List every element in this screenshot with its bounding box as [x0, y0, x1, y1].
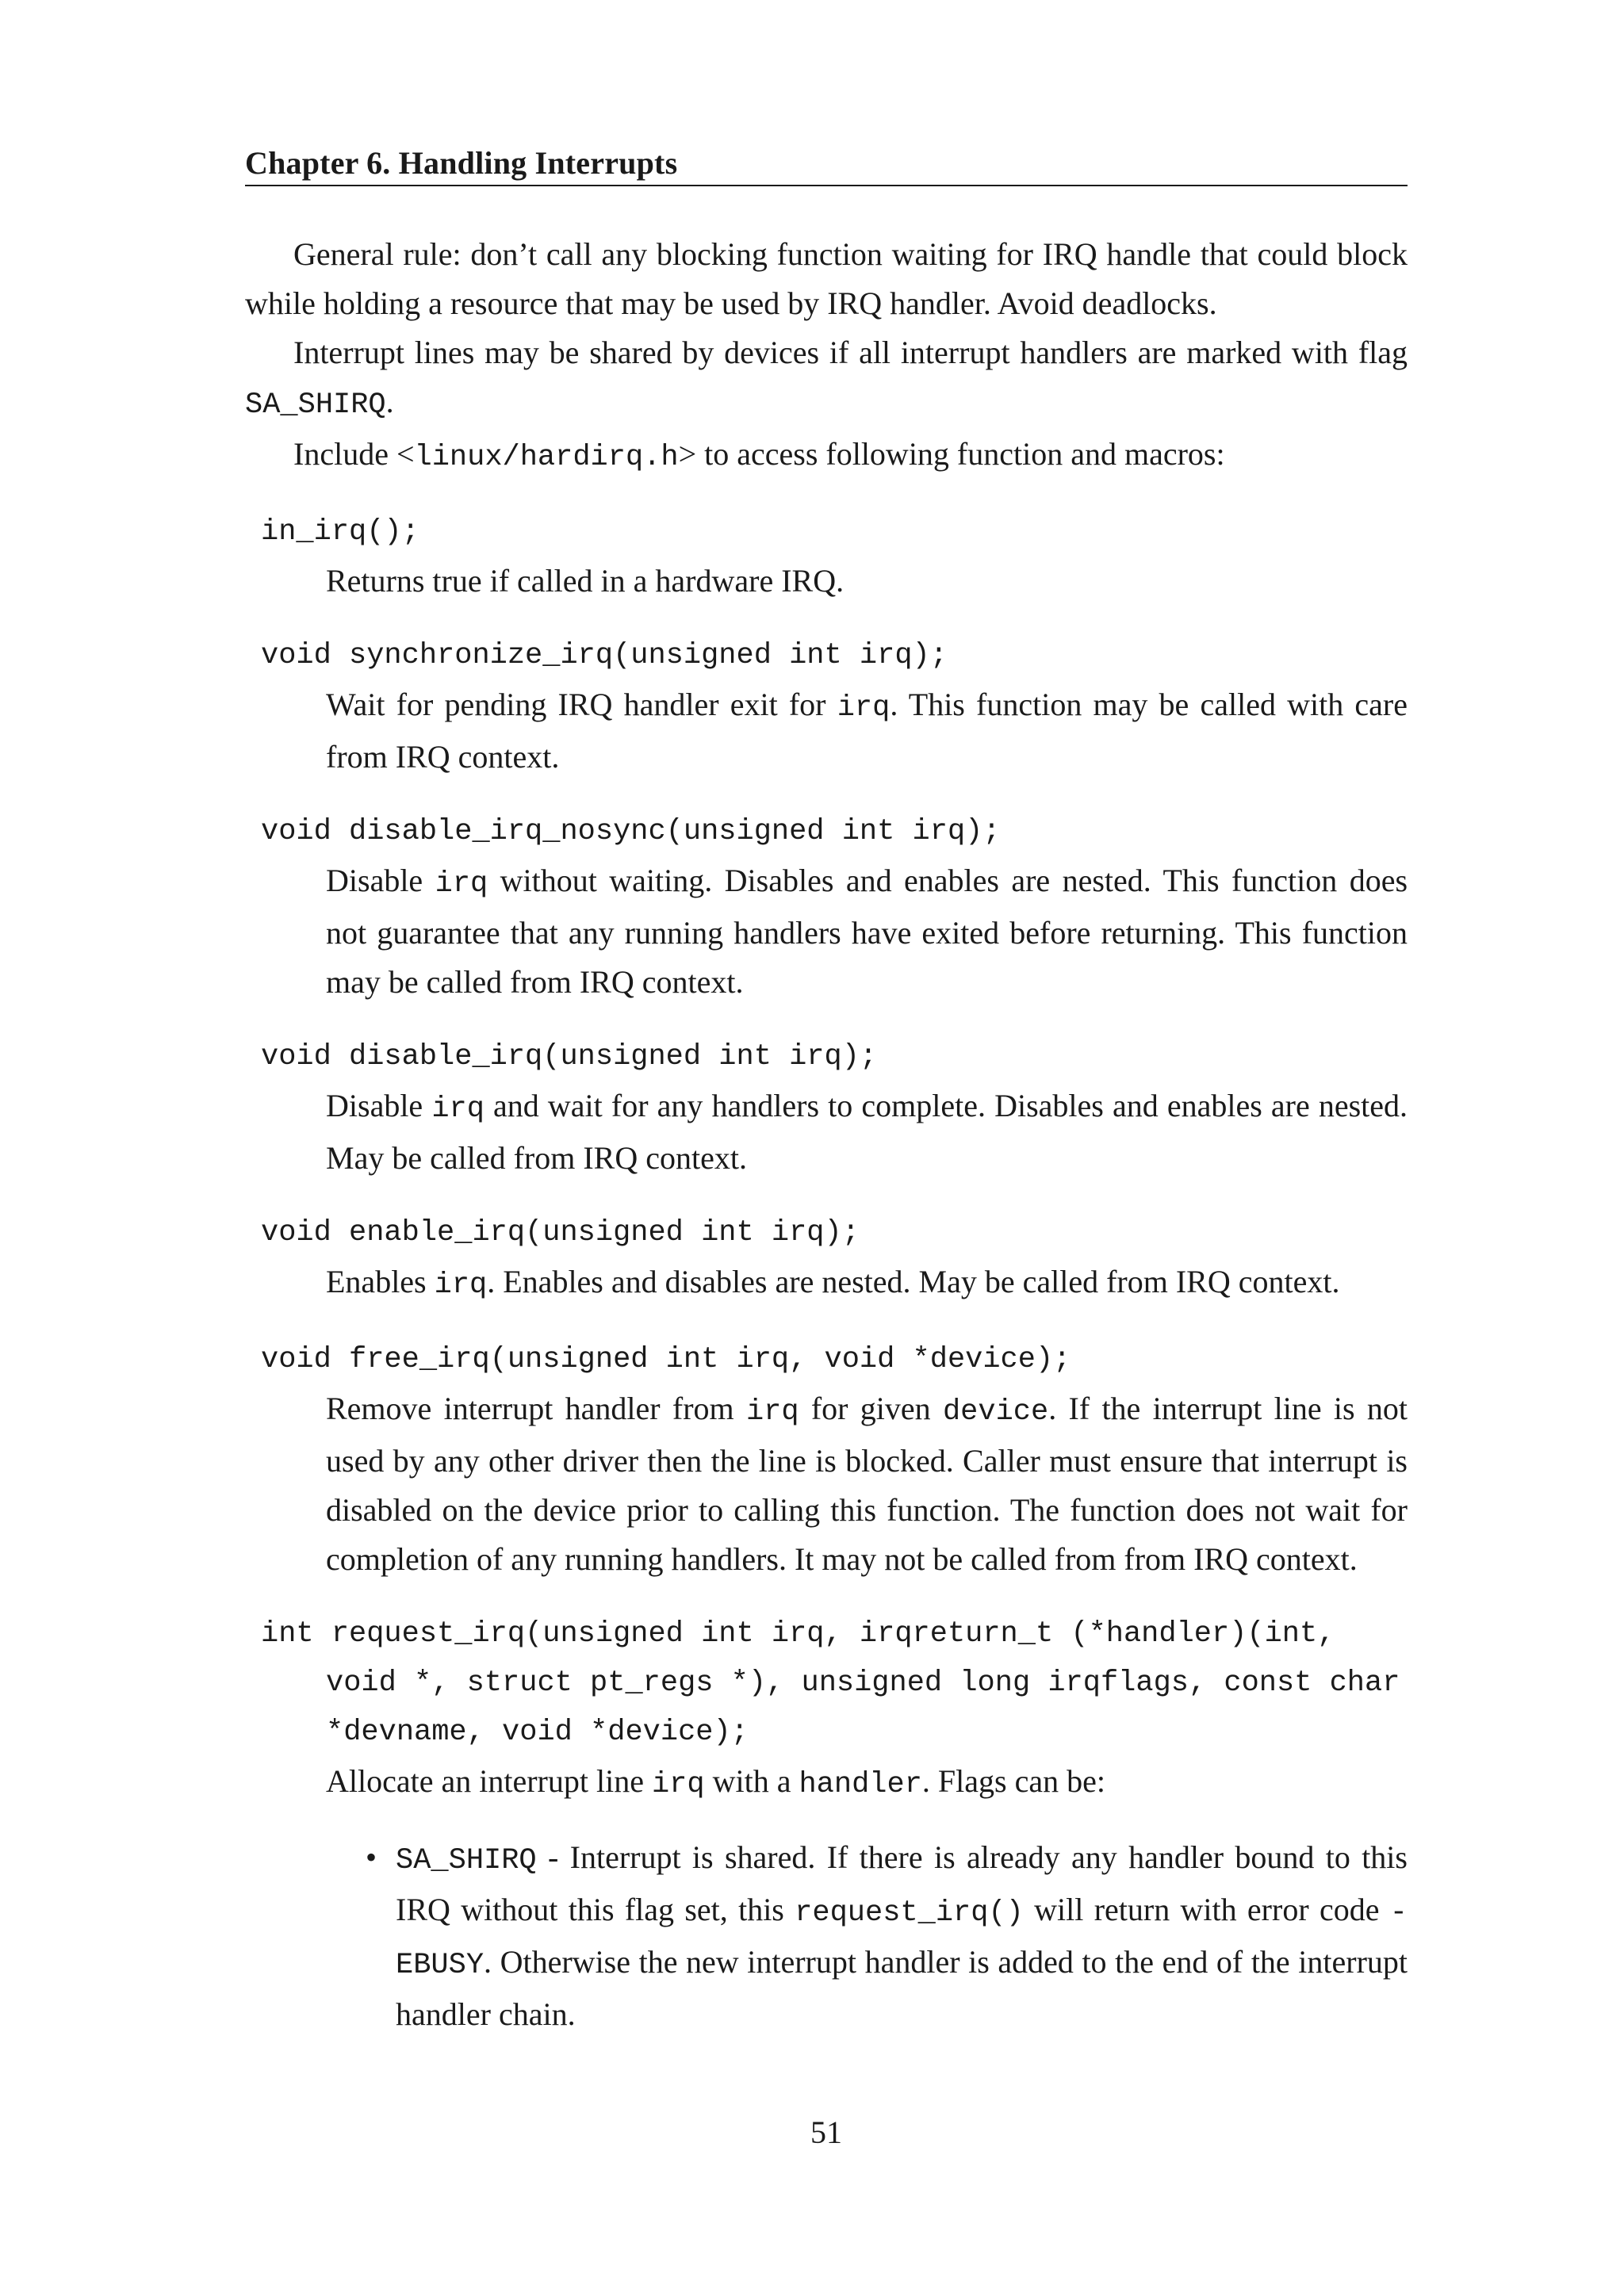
desc-code: irq — [837, 691, 891, 725]
desc-text: . Enables and disables are nested. May be called from IRQ context. — [487, 1264, 1340, 1299]
flag-text: . Otherwise the new interrupt handler is added to the end of the interrupt handler chain. — [396, 1944, 1408, 2032]
def-free-irq — [245, 1335, 1408, 1584]
intro-p3-text: Include < — [293, 436, 415, 472]
desc-text: . Flags can be: — [921, 1763, 1105, 1799]
desc-code: irq — [651, 1768, 705, 1801]
def-disable-irq-signature: void disable_irq(unsigned int irq); — [261, 1040, 878, 1073]
def-disable-irq-nosync-signature: void disable_irq_nosync(unsigned int irq); — [261, 815, 1001, 848]
def-enable-irq — [245, 1208, 1408, 1310]
flags-list — [245, 1833, 1408, 2039]
desc-text: . If the interrupt line is not used by any other driver then the line is blocked. Caller must ensure that interrupt is disabled on the device prior to calling this function. The function does not wait for completion of any running handlers. It may not be called from from IRQ context. — [326, 1391, 1408, 1577]
def-request-irq-description — [245, 1757, 1408, 1809]
def-synchronize-irq-signature: void synchronize_irq(unsigned int irq); — [261, 639, 948, 672]
flag-code: request_irq() — [795, 1896, 1024, 1930]
flag-item-sa-shirq — [366, 1833, 1408, 2039]
desc-text: Enables — [326, 1264, 435, 1299]
desc-text: for given — [799, 1391, 943, 1426]
flag-code: -EBUSY — [396, 1896, 1408, 1982]
intro-p3-code: linux/hardirq.h — [414, 441, 679, 474]
flag-code: SA_SHIRQ — [396, 1844, 537, 1877]
flag-text: will return with error code — [1023, 1892, 1390, 1927]
intro-paragraph-2 — [245, 328, 1408, 430]
def-in-irq-signature: in_irq(); — [261, 515, 419, 549]
desc-code: irq — [745, 1395, 799, 1429]
desc-code: handler — [799, 1768, 922, 1801]
intro-p2-code: SA_SHIRQ — [245, 388, 386, 422]
intro-p3-end: > to access following function and macros: — [678, 436, 1225, 472]
desc-text: with a — [704, 1763, 799, 1799]
def-free-irq-signature: void free_irq(unsigned int irq, void *device); — [261, 1343, 1071, 1376]
intro-paragraph-1: General rule: don’t call any blocking function waiting for IRQ handle that could block while holding a resource that may be used by IRQ handler. Avoid deadlocks. — [245, 236, 1408, 321]
desc-code: irq — [431, 1093, 485, 1126]
page-body — [245, 230, 1408, 2064]
def-synchronize-irq-description — [245, 680, 1408, 782]
definition-list — [245, 507, 1408, 2039]
desc-text: Disable — [326, 863, 435, 898]
desc-text: without waiting. Disables and enables are nested. This function does not guarantee that any running handlers have exited before returning. This function may be called from IRQ context. — [326, 863, 1408, 1000]
def-request-irq-signature: int request_irq(unsigned int irq, irqreturn_t (*handler)(int, void *, struct pt_regs *), unsigned long irqflags, const char *devname, void *device); — [261, 1617, 1400, 1749]
def-disable-irq-description — [245, 1081, 1408, 1183]
def-request-irq — [245, 1609, 1408, 2039]
def-disable-irq-nosync — [245, 807, 1408, 1007]
def-disable-irq — [245, 1032, 1408, 1183]
def-disable-irq-nosync-description — [245, 856, 1408, 1007]
intro-p2-text: Interrupt lines may be shared by devices if all interrupt handlers are marked with flag — [293, 335, 1408, 370]
desc-code: device — [942, 1395, 1049, 1429]
desc-text: and wait for any handlers to complete. Disables and enables are nested. May be called from IRQ context. — [326, 1088, 1408, 1176]
desc-code: irq — [434, 1269, 488, 1302]
def-in-irq — [245, 507, 1408, 606]
def-in-irq-description: Returns true if called in a hardware IRQ. — [326, 563, 845, 599]
page-number: 51 — [810, 2114, 842, 2150]
desc-text: Allocate an interrupt line — [326, 1763, 652, 1799]
desc-text: Disable — [326, 1088, 432, 1123]
def-free-irq-description — [245, 1384, 1408, 1584]
flag-text: - Interrupt is shared. If there is already any handler bound to this IRQ without this flag set, this — [396, 1839, 1408, 1927]
def-enable-irq-description — [245, 1257, 1408, 1310]
def-synchronize-irq — [245, 631, 1408, 782]
intro-paragraph-3 — [245, 430, 1408, 482]
bullet-icon: • — [366, 1839, 377, 1875]
desc-text: . This function may be called with care from IRQ context. — [326, 687, 1408, 775]
def-enable-irq-signature: void enable_irq(unsigned int irq); — [261, 1216, 860, 1249]
desc-text: Remove interrupt handler from — [326, 1391, 746, 1426]
desc-text: Wait for pending IRQ handler exit for — [326, 687, 837, 722]
running-head: Chapter 6. Handling Interrupts — [245, 145, 678, 181]
desc-code: irq — [435, 867, 488, 901]
header-rule — [245, 185, 1408, 186]
intro-p2-end: . — [385, 384, 394, 419]
